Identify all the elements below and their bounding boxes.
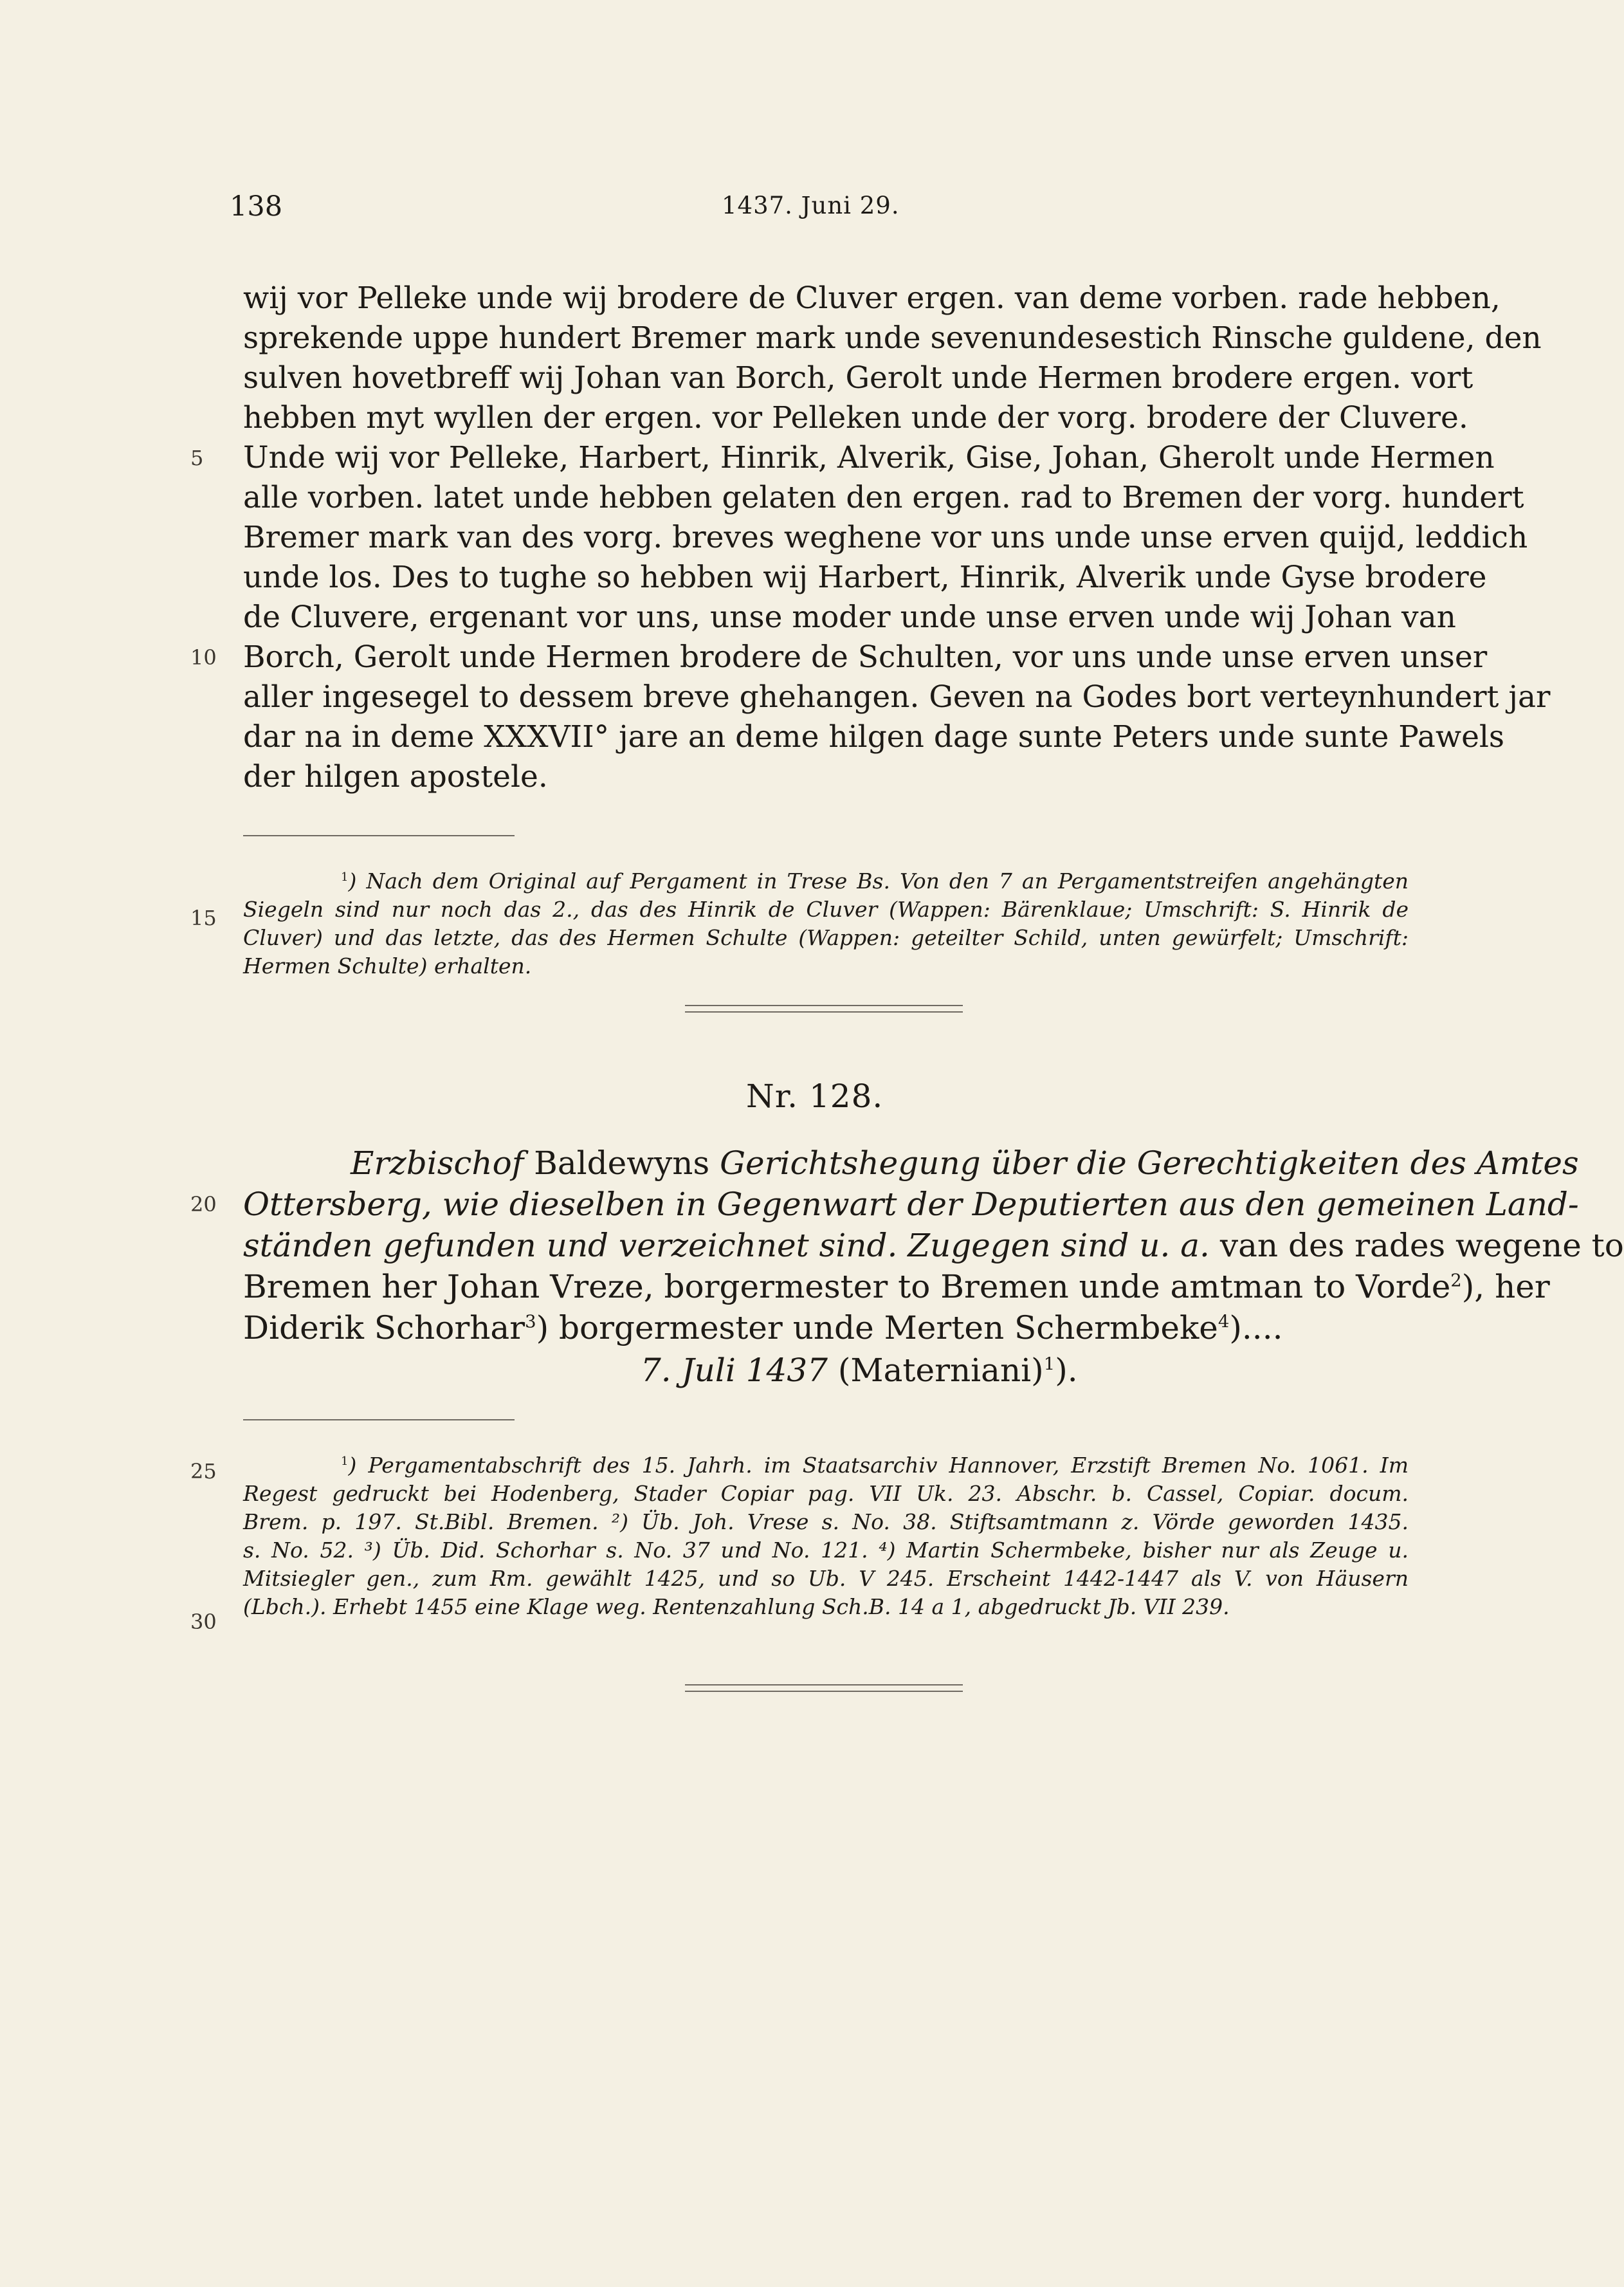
text-line: Borch, Gerolt unde Hermen brodere de Schulten, vor uns unde unse erven unser <box>243 639 1488 675</box>
text-line: Bremer mark van des vorg. breves weghene vor uns unde unse erven quijd, leddich <box>243 520 1528 555</box>
document-date: 7. Juli 1437 (Materniani)$^1$). <box>641 1352 1078 1389</box>
footnote-line: Siegeln sind nur noch das 2., das des Hinrik de Cluver (Wappen: Bärenklaue; Umschrift: S. Hinrik de <box>243 897 1409 922</box>
line-number: 10 <box>190 645 217 670</box>
footnote-separator <box>243 1419 515 1420</box>
footnote-line: Brem. p. 197. St.Bibl. Bremen. ²) Üb. Joh. Vrese s. No. 38. Stiftsamtmann z. Vörde geworden 1435. <box>243 1509 1409 1534</box>
section-divider <box>685 1005 963 1013</box>
line-number: 30 <box>190 1610 217 1634</box>
text-line: aller ingesegel to dessem breve ghehangen. Geven na Godes bort verteynhundert jar <box>243 679 1551 715</box>
line-number: 25 <box>190 1459 217 1483</box>
footnote-text: ) Pergamentabschrift des 15. Jahrh. im Staatsarchiv Hannover, Erzstift Bremen No. 1061. Im <box>348 1453 1409 1478</box>
text-line: hebben myt wyllen der ergen. vor Pelleken unde der vorg. brodere der Cluvere. <box>243 400 1468 436</box>
regest-line: Erzbischof Baldewyns Gerichtshegung über die Gerechtigkeiten des Amtes <box>351 1144 1579 1182</box>
text-line: dar na in deme XXXVII° jare an deme hilgen dage sunte Peters unde sunte Pawels <box>243 719 1505 755</box>
footnote-line: s. No. 52. ³) Üb. Did. Schorhar s. No. 37 und No. 121. ⁴) Martin Schermbeke, bisher nur als Zeuge u. <box>243 1538 1409 1563</box>
line-number: 20 <box>190 1192 217 1217</box>
footnote-line <box>341 1451 1409 1480</box>
text-line: alle vorben. latet unde hebben gelaten den ergen. rad to Bremen der vorg. hundert <box>243 480 1524 515</box>
footnote-separator <box>243 835 515 836</box>
section-divider <box>685 1684 963 1692</box>
footnote-line: Hermen Schulte) erhalten. <box>243 953 532 978</box>
document-number: Nr. 128. <box>746 1078 884 1115</box>
footnote-text: ) Nach dem Original auf Pergament in Trese Bs. Von den 7 an Pergamentstreifen angehängten <box>348 868 1409 894</box>
text-line: sprekende uppe hundert Bremer mark unde sevenundesestich Rinsche guldene, den <box>243 320 1542 356</box>
regest-line: Diderik Schorhar$^3$) borgermester unde Merten Schermbeke$^4$).... <box>243 1309 1283 1346</box>
regest-line: Bremen her Johan Vreze, borgermester to Bremen unde amtman to Vorde$^2$), her <box>243 1268 1550 1305</box>
footnote-line: Cluver) und das letzte, das des Hermen Schulte (Wappen: geteilter Schild, unten gewürfelt; Umschrift: <box>243 925 1409 950</box>
regest-line: ständen gefunden und verzeichnet sind. Zugegen sind u. a. van des rades wegene to <box>243 1227 1624 1264</box>
text-line: wij vor Pelleke unde wij brodere de Cluver ergen. van deme vorben. rade hebben, <box>243 280 1501 316</box>
footnote-marker: 1 <box>341 870 349 884</box>
text-line: de Cluvere, ergenant vor uns, unse moder unde unse erven unde wij Johan van <box>243 600 1456 635</box>
footnote-line: Regest gedruckt bei Hodenberg, Stader Copiar pag. VII Uk. 23. Abschr. b. Cassel, Copiar. docum. <box>243 1481 1409 1506</box>
page-number: 138 <box>230 190 283 223</box>
footnote-line: (Lbch.). Erhebt 1455 eine Klage weg. Rentenzahlung Sch.B. 14 a 1, abgedruckt Jb. VII 239. <box>243 1594 1230 1619</box>
text-line: unde los. Des to tughe so hebben wij Harbert, Hinrik, Alverik unde Gyse brodere <box>243 560 1487 595</box>
text-line: sulven hovetbreff wij Johan van Borch, Gerolt unde Hermen brodere ergen. vort <box>243 360 1473 396</box>
footnote-line <box>341 867 1409 896</box>
header-date: 1437. Juni 29. <box>722 192 900 219</box>
footnote-marker: 1 <box>341 1455 349 1468</box>
text-line: Unde wij vor Pelleke, Harbert, Hinrik, Alverik, Gise, Johan, Gherolt unde Hermen <box>243 440 1495 475</box>
line-number: 5 <box>190 446 204 470</box>
line-number: 15 <box>190 906 217 930</box>
regest-line: Ottersberg, wie dieselben in Gegenwart der Deputierten aus den gemeinen Land- <box>243 1186 1579 1223</box>
text-line: der hilgen apostele. <box>243 759 548 794</box>
footnote-line: Mitsiegler gen., zum Rm. gewählt 1425, und so Ub. V 245. Erscheint 1442-1447 als V. von Häusern <box>243 1566 1409 1591</box>
